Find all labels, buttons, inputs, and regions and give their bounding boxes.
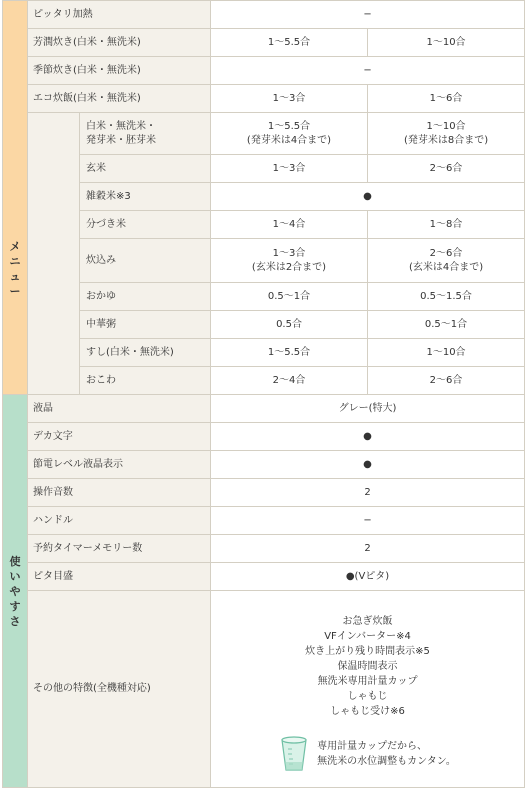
category-char: ニ [9, 255, 21, 268]
row-label-kisetsu: 季節炊き(白米・無洗米) [28, 57, 211, 85]
cup-note-line: 無洗米の水位調整もカンタン。 [317, 755, 456, 767]
row-label-houjun: 芳潤炊き(白米・無洗米) [28, 29, 211, 57]
menu-item-value-b: 0.5〜1合 [368, 311, 525, 339]
category-char: メ [9, 240, 21, 253]
menu-item-value-b: 2〜6合 [368, 155, 525, 183]
feature-item: 保温時間表示 [337, 660, 398, 672]
row-value: ● [211, 451, 525, 479]
category-label-menu [3, 239, 27, 299]
row-value-houjun-b: 1〜10合 [368, 29, 525, 57]
table-row [3, 183, 525, 211]
measuring-cup-icon [279, 735, 309, 773]
cup-note-row [211, 735, 524, 773]
category-char: 使 [9, 554, 21, 568]
menu-item-value-a: 0.5合 [211, 311, 368, 339]
row-label: デカ文字 [28, 423, 211, 451]
row-label: 節電レベル液晶表示 [28, 451, 211, 479]
row-label-pittari: ピッタリ加熱 [28, 1, 211, 29]
menu-item-label: 雑穀米※3 [80, 183, 211, 211]
table-row [3, 451, 525, 479]
row-value: 2 [211, 479, 525, 507]
table-row [3, 479, 525, 507]
feature-item: VFインバーター※4 [324, 630, 411, 642]
table-row [3, 211, 525, 239]
menu-item-label: 玄米 [80, 155, 211, 183]
table-row [3, 311, 525, 339]
spec-table-container [2, 0, 524, 788]
menu-item-value-b: 2〜6合 (玄米は4合まで) [368, 239, 525, 283]
table-row [3, 239, 525, 283]
menu-item-value-merged: ● [211, 183, 525, 211]
row-label: 予約タイマーメモリー数 [28, 535, 211, 563]
category-char: い [9, 569, 21, 583]
menu-item-value-b: 2〜6合 [368, 367, 525, 395]
row-label-eco: エコ炊飯(白米・無洗米) [28, 85, 211, 113]
table-row [3, 339, 525, 367]
menu-item-value-b: 1〜10合 [368, 339, 525, 367]
cup-note [317, 739, 456, 769]
menu-item-label: おかゆ [80, 283, 211, 311]
menu-item-label: 中華粥 [80, 311, 211, 339]
row-label: 液晶 [28, 395, 211, 423]
menu-item-value-a: 1〜4合 [211, 211, 368, 239]
menu-item-value-b: 1〜10合 (発芽米は8合まで) [368, 113, 525, 155]
menu-item-label: すし(白米・無洗米) [80, 339, 211, 367]
feature-list [211, 606, 524, 719]
row-value: ● [211, 423, 525, 451]
feature-item: しゃもじ受け※6 [330, 705, 405, 717]
row-value-eco-b: 1〜6合 [368, 85, 525, 113]
row-label: 操作音数 [28, 479, 211, 507]
menu-item-value-a: 2〜4合 [211, 367, 368, 395]
row-value-kisetsu: − [211, 57, 525, 85]
table-row [3, 507, 525, 535]
category-char: ュ [9, 270, 21, 283]
table-row [3, 535, 525, 563]
menu-item-value-b: 0.5〜1.5合 [368, 283, 525, 311]
menu-item-label: おこわ [80, 367, 211, 395]
menu-item-label: 炊込み [80, 239, 211, 283]
row-value: − [211, 507, 525, 535]
menu-group-cell [28, 113, 80, 395]
category-cell-menu [3, 1, 28, 395]
menu-item-value-a: 1〜3合 [211, 155, 368, 183]
table-row [3, 283, 525, 311]
row-value: 2 [211, 535, 525, 563]
row-value-houjun-a: 1〜5.5合 [211, 29, 368, 57]
spec-table [2, 0, 525, 788]
category-cell-usability [3, 395, 28, 788]
table-row [3, 367, 525, 395]
menu-item-label: 分づき米 [80, 211, 211, 239]
table-row [3, 113, 525, 155]
table-row [3, 563, 525, 591]
table-row [3, 29, 525, 57]
category-char: さ [9, 614, 21, 628]
row-value-eco-a: 1〜3合 [211, 85, 368, 113]
row-label: ハンドル [28, 507, 211, 535]
menu-item-value-a: 0.5〜1合 [211, 283, 368, 311]
table-row [3, 57, 525, 85]
menu-item-value-a: 1〜5.5合 (発芽米は4合まで) [211, 113, 368, 155]
category-char: ー [9, 285, 21, 298]
category-char: す [9, 599, 21, 613]
feature-item: お急ぎ炊飯 [342, 615, 393, 627]
table-row [3, 591, 525, 788]
row-value-other-features [211, 591, 525, 788]
table-row [3, 423, 525, 451]
menu-item-value-b: 1〜8合 [368, 211, 525, 239]
row-value: グレー(特大) [211, 395, 525, 423]
table-row [3, 1, 525, 29]
table-row [3, 395, 525, 423]
row-value-pittari: − [211, 1, 525, 29]
row-label: ピタ目盛 [28, 563, 211, 591]
table-row [3, 85, 525, 113]
feature-item: しゃもじ [347, 690, 388, 702]
cup-note-line: 専用計量カップだから、 [317, 740, 428, 752]
feature-item: 無洗米専用計量カップ [317, 675, 418, 687]
menu-item-label: 白米・無洗米・ 発芽米・胚芽米 [80, 113, 211, 155]
row-label-other-features: その他の特徴(全機種対応) [28, 591, 211, 788]
category-char: や [9, 584, 21, 598]
feature-item: 炊き上がり残り時間表示※5 [305, 645, 430, 657]
category-label-usability [3, 554, 27, 629]
row-value: ●(Vピタ) [211, 563, 525, 591]
table-row [3, 155, 525, 183]
menu-item-value-a: 1〜3合 (玄米は2合まで) [211, 239, 368, 283]
menu-item-value-a: 1〜5.5合 [211, 339, 368, 367]
